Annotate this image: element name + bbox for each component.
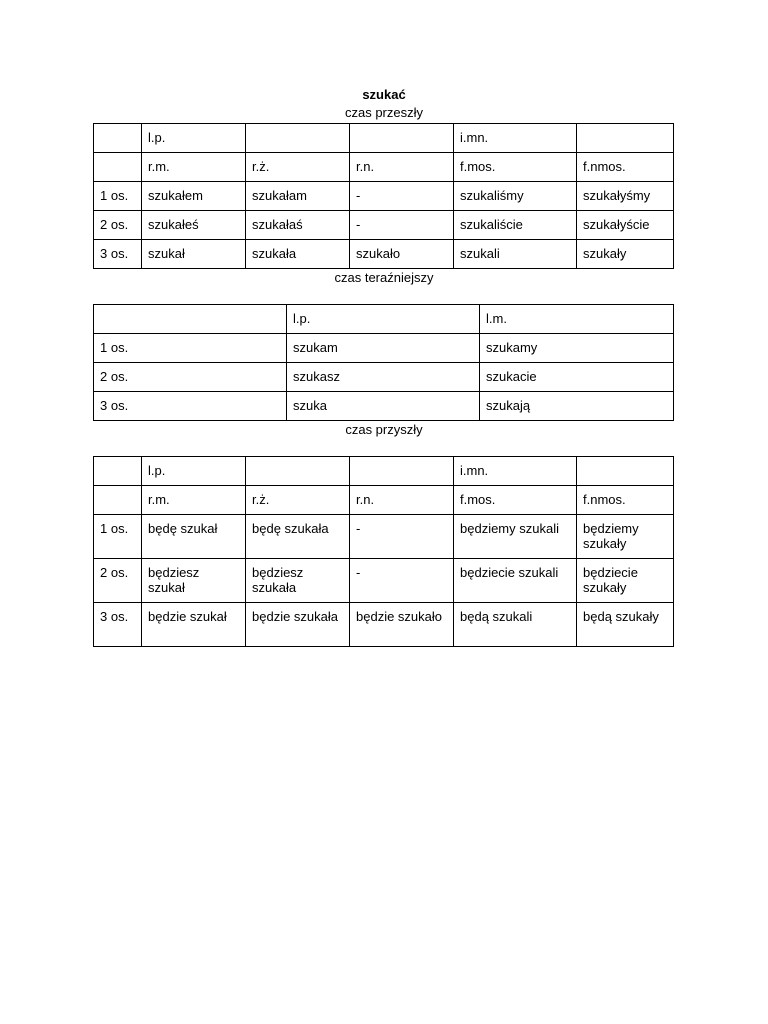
header-cell: r.ż. bbox=[246, 153, 350, 182]
form-cell: szukam bbox=[287, 334, 480, 363]
form-cell: szukałem bbox=[142, 182, 246, 211]
table-header-row bbox=[94, 486, 674, 515]
form-cell: będę szukał bbox=[142, 515, 246, 559]
form-cell: będą szukali bbox=[454, 603, 577, 647]
table-row bbox=[94, 603, 674, 647]
table-row bbox=[94, 240, 674, 269]
form-cell: będziemy szukali bbox=[454, 515, 577, 559]
form-cell: będzie szukało bbox=[350, 603, 454, 647]
person-cell: 2 os. bbox=[94, 211, 142, 240]
header-cell: l.m. bbox=[480, 305, 674, 334]
header-cell: f.nmos. bbox=[577, 153, 674, 182]
header-cell bbox=[350, 457, 454, 486]
form-cell: szukał bbox=[142, 240, 246, 269]
person-cell: 3 os. bbox=[94, 392, 287, 421]
person-cell: 1 os. bbox=[94, 182, 142, 211]
header-cell: i.mn. bbox=[454, 124, 577, 153]
form-cell: szukasz bbox=[287, 363, 480, 392]
form-cell: - bbox=[350, 211, 454, 240]
table-row bbox=[94, 211, 674, 240]
form-cell: szukało bbox=[350, 240, 454, 269]
table-row bbox=[94, 182, 674, 211]
table-header-row bbox=[94, 124, 674, 153]
form-cell: - bbox=[350, 515, 454, 559]
table-row bbox=[94, 392, 674, 421]
header-cell: l.p. bbox=[142, 457, 246, 486]
form-cell: szukali bbox=[454, 240, 577, 269]
person-cell: 3 os. bbox=[94, 603, 142, 647]
form-cell: będzie szukała bbox=[246, 603, 350, 647]
person-cell: 1 os. bbox=[94, 515, 142, 559]
table-row bbox=[94, 363, 674, 392]
form-cell: szukamy bbox=[480, 334, 674, 363]
form-cell: szukaliście bbox=[454, 211, 577, 240]
form-cell: szukacie bbox=[480, 363, 674, 392]
form-cell: szukałeś bbox=[142, 211, 246, 240]
header-cell bbox=[350, 124, 454, 153]
form-cell: będzie szukał bbox=[142, 603, 246, 647]
form-cell: będziesz szukał bbox=[142, 559, 246, 603]
header-cell: r.n. bbox=[350, 153, 454, 182]
header-cell bbox=[246, 457, 350, 486]
header-cell bbox=[577, 124, 674, 153]
future-tense-table bbox=[93, 456, 674, 647]
header-cell: r.ż. bbox=[246, 486, 350, 515]
person-cell: 3 os. bbox=[94, 240, 142, 269]
form-cell: szukają bbox=[480, 392, 674, 421]
person-cell: 2 os. bbox=[94, 559, 142, 603]
header-cell: i.mn. bbox=[454, 457, 577, 486]
form-cell: będziecie szukały bbox=[577, 559, 674, 603]
table-header-row bbox=[94, 153, 674, 182]
header-cell: l.p. bbox=[142, 124, 246, 153]
form-cell: będę szukała bbox=[246, 515, 350, 559]
form-cell: szukałyśmy bbox=[577, 182, 674, 211]
header-cell bbox=[577, 457, 674, 486]
header-cell bbox=[246, 124, 350, 153]
person-cell: 1 os. bbox=[94, 334, 287, 363]
header-cell: r.m. bbox=[142, 153, 246, 182]
header-cell: f.nmos. bbox=[577, 486, 674, 515]
header-cell bbox=[94, 457, 142, 486]
form-cell: będziemy szukały bbox=[577, 515, 674, 559]
form-cell: szukałaś bbox=[246, 211, 350, 240]
header-cell: l.p. bbox=[287, 305, 480, 334]
present-tense-table bbox=[93, 304, 674, 421]
table-header-row bbox=[94, 305, 674, 334]
past-tense-table bbox=[93, 123, 674, 269]
form-cell: będą szukały bbox=[577, 603, 674, 647]
header-cell: r.n. bbox=[350, 486, 454, 515]
header-cell: r.m. bbox=[142, 486, 246, 515]
past-tense-caption: czas przeszły bbox=[344, 105, 424, 120]
header-cell bbox=[94, 153, 142, 182]
table-header-row bbox=[94, 457, 674, 486]
form-cell: szukała bbox=[246, 240, 350, 269]
header-cell bbox=[94, 124, 142, 153]
present-tense-caption: czas teraźniejszy bbox=[334, 270, 434, 285]
table-row bbox=[94, 334, 674, 363]
table-row bbox=[94, 515, 674, 559]
table-row bbox=[94, 559, 674, 603]
future-tense-caption: czas przyszły bbox=[345, 422, 423, 437]
form-cell: szukałyście bbox=[577, 211, 674, 240]
header-cell: f.mos. bbox=[454, 153, 577, 182]
form-cell: szuka bbox=[287, 392, 480, 421]
form-cell: szukały bbox=[577, 240, 674, 269]
form-cell: - bbox=[350, 559, 454, 603]
page-title: szukać bbox=[362, 87, 406, 102]
form-cell: - bbox=[350, 182, 454, 211]
form-cell: będziesz szukała bbox=[246, 559, 350, 603]
person-cell: 2 os. bbox=[94, 363, 287, 392]
form-cell: będziecie szukali bbox=[454, 559, 577, 603]
header-cell bbox=[94, 305, 287, 334]
form-cell: szukałam bbox=[246, 182, 350, 211]
header-cell: f.mos. bbox=[454, 486, 577, 515]
header-cell bbox=[94, 486, 142, 515]
form-cell: szukaliśmy bbox=[454, 182, 577, 211]
